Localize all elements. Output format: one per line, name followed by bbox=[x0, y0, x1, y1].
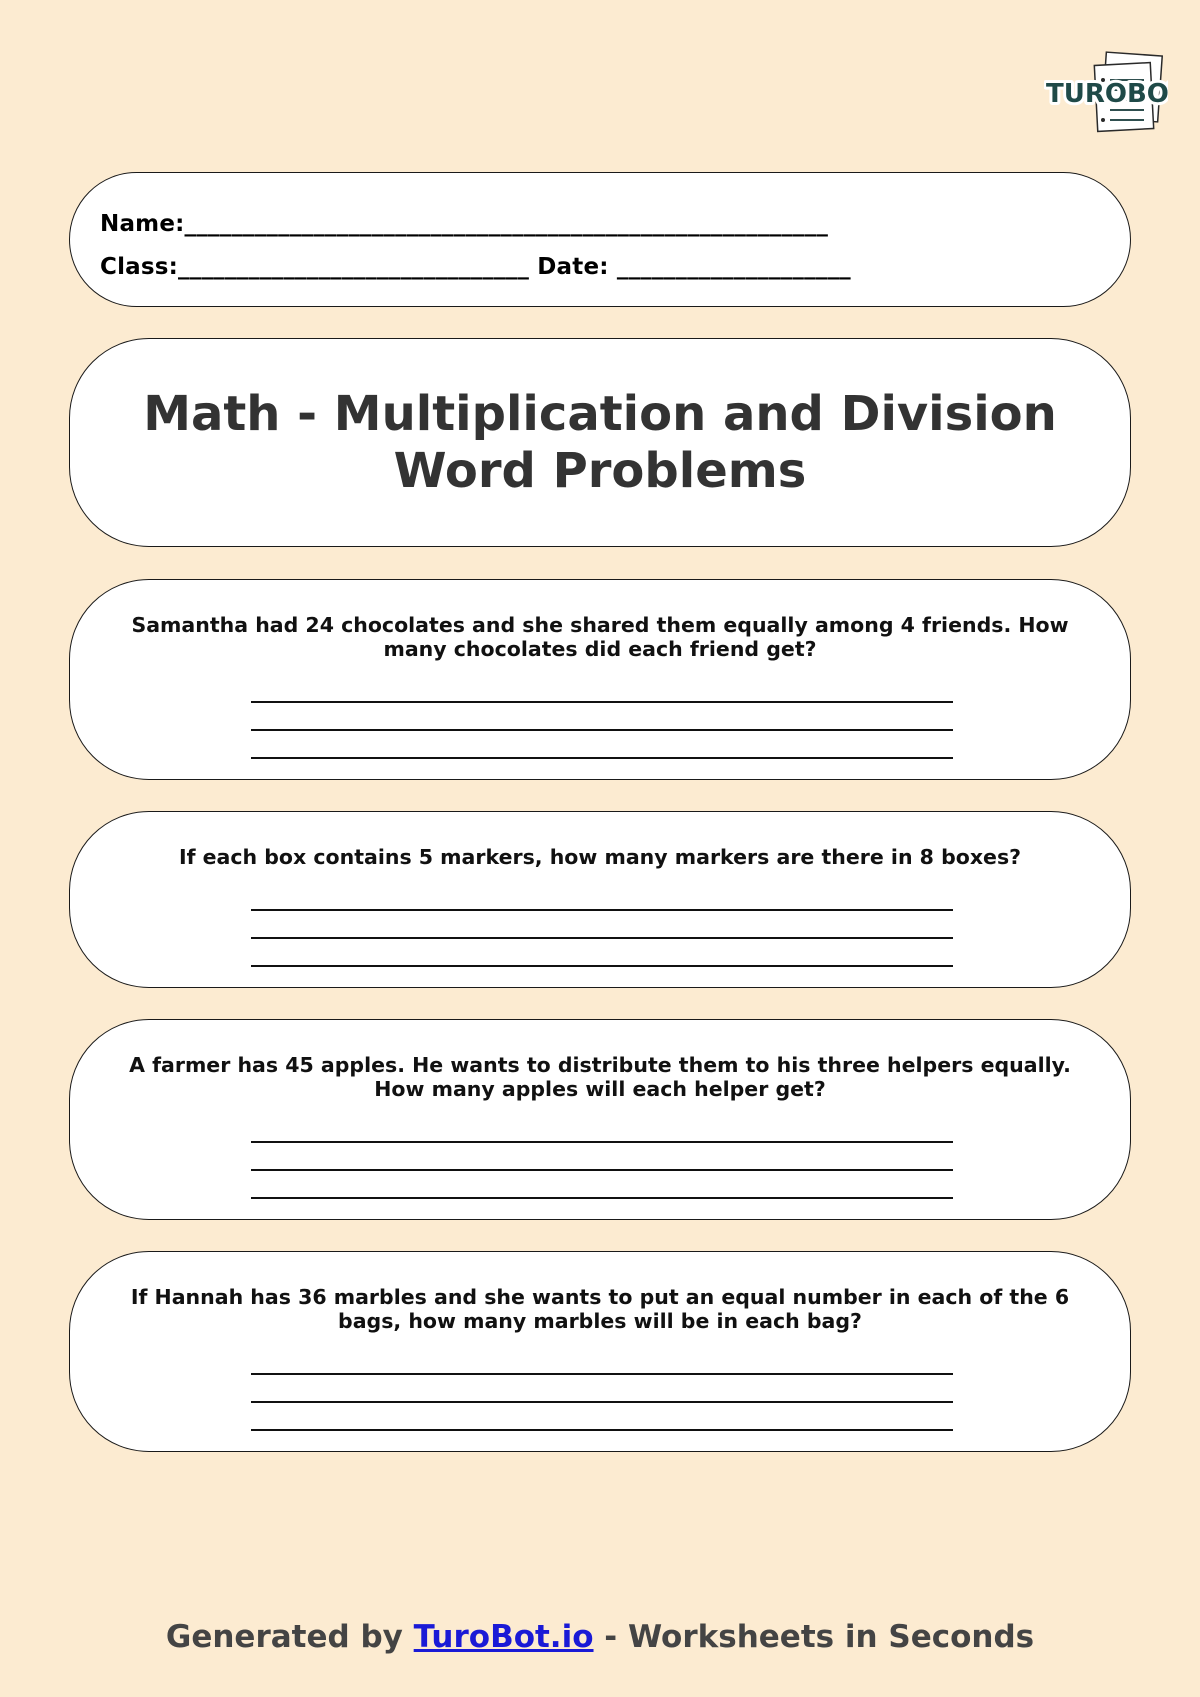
answer-area[interactable] bbox=[251, 1141, 953, 1225]
answer-area[interactable] bbox=[251, 701, 953, 785]
worksheet-papers-icon bbox=[1044, 50, 1168, 138]
answer-line bbox=[251, 757, 953, 759]
question-text: If each box contains 5 markers, how many markers are there in 8 boxes? bbox=[178, 845, 1022, 869]
svg-text:TUROBOT: TUROBO bbox=[1046, 79, 1168, 109]
answer-area[interactable] bbox=[251, 909, 953, 993]
class-date-field[interactable]: Class:______________________________ Date: ____________________ bbox=[100, 254, 851, 280]
answer-line bbox=[251, 1197, 953, 1199]
answer-line bbox=[251, 1429, 953, 1431]
answer-line bbox=[251, 1141, 953, 1143]
answer-line bbox=[251, 965, 953, 967]
answer-line bbox=[251, 701, 953, 703]
footer-suffix: - Worksheets in Seconds bbox=[593, 1619, 1035, 1655]
title-card bbox=[69, 338, 1131, 547]
footer bbox=[0, 1619, 1200, 1655]
student-info-card bbox=[69, 172, 1131, 307]
worksheet-title: Math - Multiplication and Division Word Problems bbox=[143, 385, 1057, 499]
footer-prefix: Generated by bbox=[165, 1619, 414, 1655]
answer-line bbox=[251, 1373, 953, 1375]
question-card-2 bbox=[69, 811, 1131, 988]
question-card-3 bbox=[69, 1019, 1131, 1220]
name-field[interactable]: Name:_______________________________________________________ bbox=[100, 211, 829, 237]
answer-area[interactable] bbox=[251, 1373, 953, 1457]
turobot-logo bbox=[1044, 50, 1168, 138]
question-text: A farmer has 45 apples. He wants to distribute them to his three helpers equally. How many apples will each helper get? bbox=[129, 1053, 1071, 1101]
answer-line bbox=[251, 937, 953, 939]
answer-line bbox=[251, 729, 953, 731]
question-card-4 bbox=[69, 1251, 1131, 1452]
turobot-link[interactable]: TuroBot.io bbox=[413, 1619, 594, 1655]
question-card-1 bbox=[69, 579, 1131, 780]
logo-wordmark: TUROBO bbox=[1046, 79, 1168, 109]
answer-line bbox=[251, 909, 953, 911]
answer-line bbox=[251, 1401, 953, 1403]
question-text: Samantha had 24 chocolates and she shared them equally among 4 friends. How many chocolates did each friend get? bbox=[131, 613, 1069, 661]
answer-line bbox=[251, 1169, 953, 1171]
question-text: If Hannah has 36 marbles and she wants to put an equal number in each of the 6 bags, how many marbles will be in each bag? bbox=[130, 1285, 1070, 1333]
